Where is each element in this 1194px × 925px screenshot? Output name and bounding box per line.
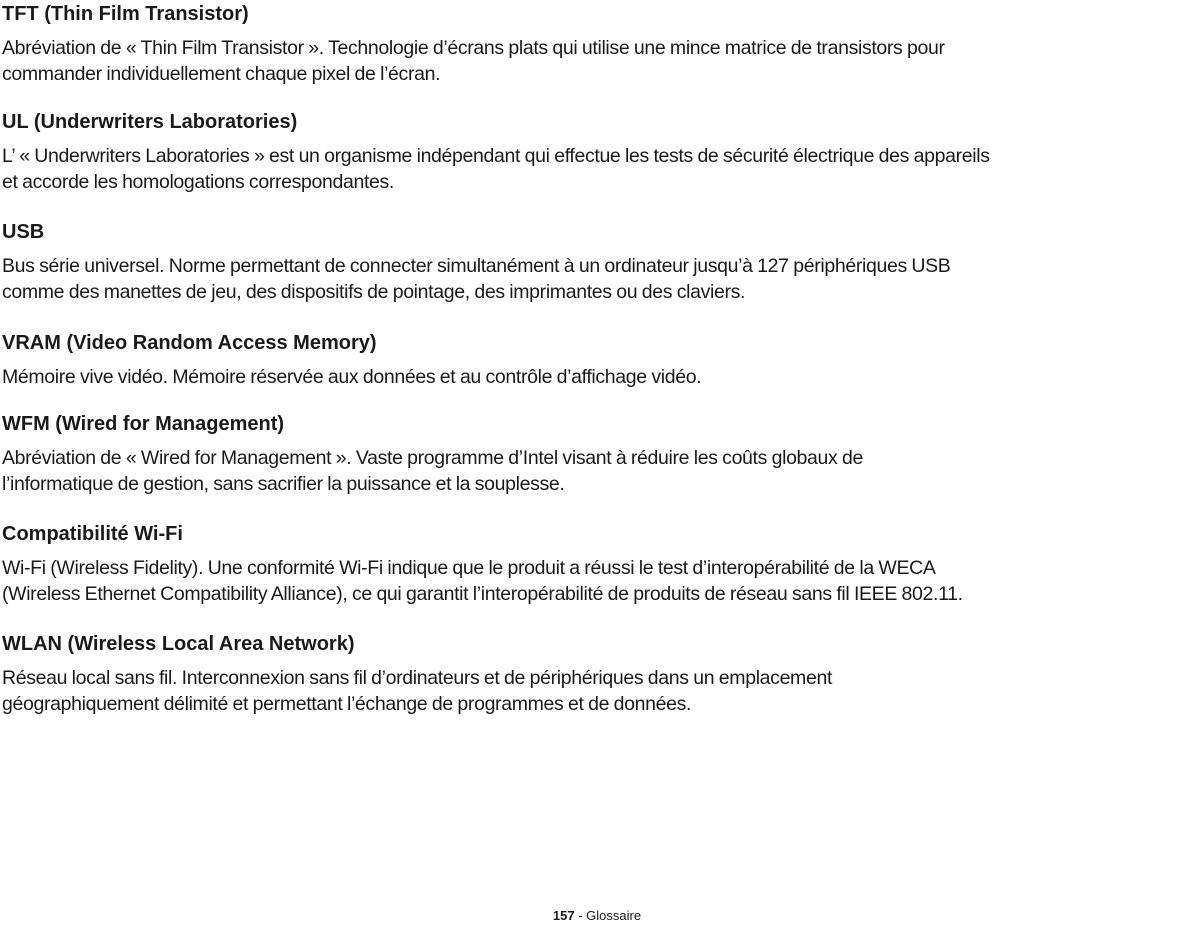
definition-line: Abréviation de « Wired for Management ». Vaste programme d’Intel visant à réduire les coûts globaux de [2, 447, 864, 469]
definition-line: géographiquement délimité et permettant l’échange de programmes et de données. [2, 693, 692, 715]
page-number: 157 [552, 908, 575, 923]
glossary-definition [2, 555, 963, 607]
definition-line: Abréviation de « Thin Film Transistor ». Technologie d’écrans plats qui utilise une mince matrice de transistors pour [2, 37, 945, 59]
glossary-definition [2, 445, 863, 497]
definition-line: L’ « Underwriters Laboratories » est un organisme indépendant qui effectue les tests de sécurité électrique des appareils [2, 145, 990, 167]
definition-line: (Wireless Ethernet Compatibility Alliance), ce qui garantit l’interopérabilité de produits de réseau sans fil IEEE 802.11. [2, 583, 963, 605]
definition-line: Bus série universel. Norme permettant de connecter simultanément à un ordinateur jusqu’à 127 périphériques USB [2, 255, 951, 277]
glossary-term: WFM (Wired for Management) [2, 413, 285, 435]
glossary-term: TFT (Thin Film Transistor) [2, 3, 249, 25]
definition-line: commander individuellement chaque pixel de l’écran. [2, 63, 441, 85]
definition-line: comme des manettes de jeu, des dispositifs de pointage, des imprimantes ou des claviers. [2, 281, 746, 303]
glossary-entry-wfm [2, 411, 863, 497]
glossary-entry-ul [2, 109, 990, 195]
glossary-entry-vram [2, 330, 701, 390]
glossary-definition [2, 35, 945, 87]
glossary-definition [2, 665, 832, 717]
glossary-term: VRAM (Video Random Access Memory) [2, 332, 377, 354]
definition-line: l’informatique de gestion, sans sacrifier la puissance et la souplesse. [2, 473, 565, 495]
glossary-entry-wlan [2, 631, 832, 717]
section-name: Glossaire [586, 908, 642, 923]
glossary-definition [2, 364, 701, 390]
glossary-term: Compatibilité Wi-Fi [2, 523, 183, 545]
glossary-term: USB [2, 221, 45, 243]
glossary-entry-usb [2, 219, 950, 305]
definition-line: Wi-Fi (Wireless Fidelity). Une conformité Wi-Fi indique que le produit a réussi le test d’interopérabilité de la WECA [2, 557, 936, 579]
glossary-definition [2, 253, 950, 305]
glossary-term: WLAN (Wireless Local Area Network) [2, 633, 355, 655]
footer-separator: - [574, 908, 587, 923]
glossary-definition [2, 143, 990, 195]
glossary-entry-wifi [2, 521, 963, 607]
definition-line: et accorde les homologations correspondantes. [2, 171, 394, 193]
glossary-entry-tft [2, 1, 945, 87]
definition-line: Réseau local sans fil. Interconnexion sans fil d’ordinateurs et de périphériques dans un emplacement [2, 667, 833, 689]
glossary-term: UL (Underwriters Laboratories) [2, 111, 298, 133]
page-footer [0, 908, 1194, 924]
definition-line: Mémoire vive vidéo. Mémoire réservée aux données et au contrôle d’affichage vidéo. [2, 366, 702, 388]
